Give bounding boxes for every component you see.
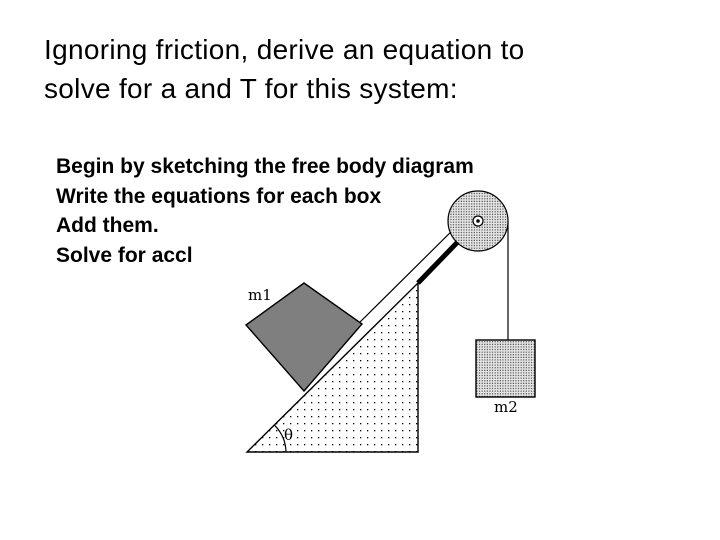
step-item: Write the equations for each box [56, 184, 382, 208]
title-line-1: Ignoring friction, derive an equation to [44, 34, 525, 65]
step-item: Solve for accl [56, 243, 193, 267]
instruction-steps [56, 152, 556, 270]
block-m2 [476, 340, 535, 397]
step-item: Add them. [56, 214, 159, 237]
angle-label: θ [284, 426, 294, 444]
mass1-label: m1 [248, 286, 272, 304]
step-item: Begin by sketching the free body diagram [56, 155, 474, 178]
mass2-label: m2 [494, 398, 518, 416]
title-line-2: solve for a and T for this system: [44, 73, 458, 104]
